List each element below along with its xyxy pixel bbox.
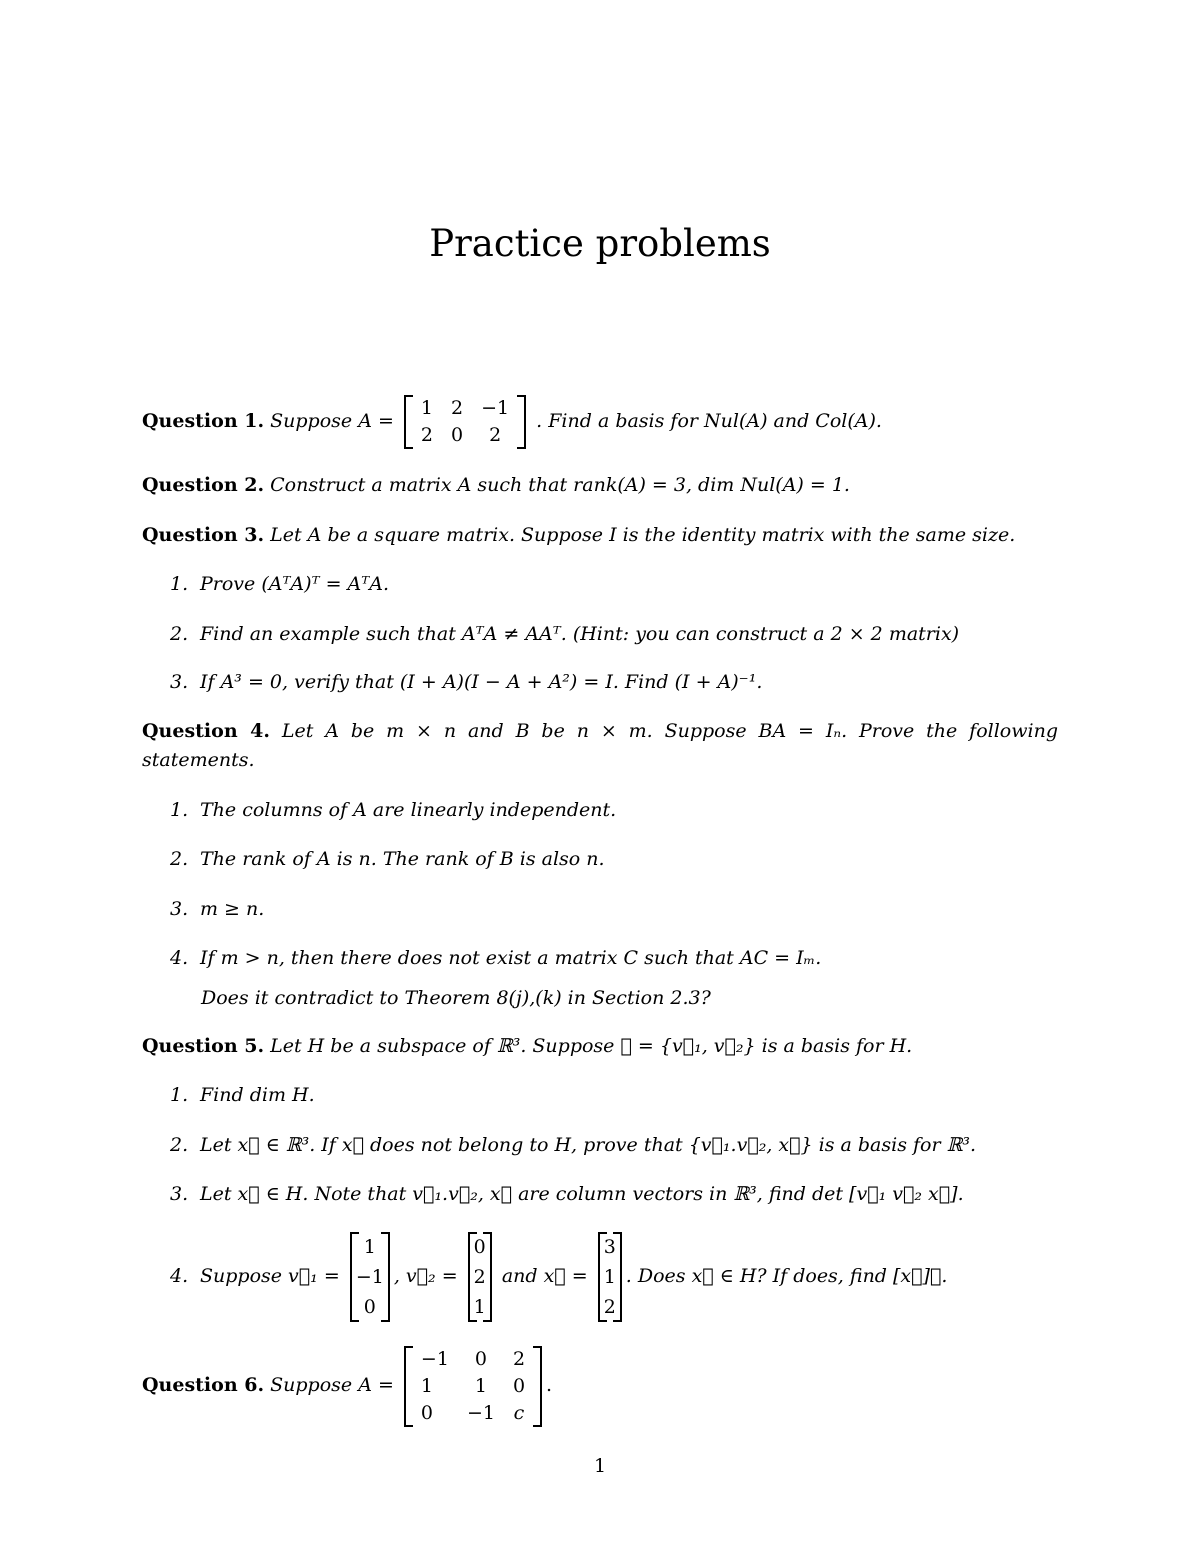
item-number: 1. [170, 799, 189, 821]
question-1-post: . Find a basis for Nul(A) and Col(A). [536, 410, 882, 432]
item-number: 2. [170, 623, 189, 645]
page-title: Practice problems [429, 222, 771, 265]
matrix-cell: 0 [451, 424, 464, 446]
question-1 [142, 395, 1062, 449]
question-5-item-3 [170, 1180, 1050, 1209]
item-number: 1. [170, 1084, 189, 1106]
question-6-label: Question 6. [142, 1374, 265, 1396]
question-6-post: . [546, 1374, 553, 1396]
matrix-cell: 0 [512, 1374, 526, 1397]
vector-cell: 2 [473, 1266, 486, 1288]
item-number: 3. [170, 898, 189, 920]
vector-cell: 0 [363, 1296, 376, 1318]
question-2 [142, 471, 1062, 500]
item-number: 1. [170, 573, 189, 595]
item-text: , v⃗₂ = [393, 1265, 458, 1287]
question-3-item-1 [170, 570, 1050, 599]
question-5-label: Question 5. [142, 1035, 265, 1057]
matrix-cell: 0 [420, 1401, 434, 1424]
question-5 [142, 1032, 1062, 1061]
question-4-label: Question 4. [142, 720, 270, 742]
item-number: 2. [170, 1134, 189, 1156]
vector-cell: 1 [363, 1236, 376, 1258]
vector-cell: 1 [603, 1266, 616, 1288]
item-text: The columns of A are linearly independent. [200, 799, 617, 821]
vector-v1 [350, 1232, 390, 1322]
question-4-item-4 [170, 944, 1050, 973]
vector-v2 [468, 1232, 492, 1322]
question-4-item-4-continuation [201, 984, 711, 1013]
question-3-label: Question 3. [142, 524, 265, 546]
item-number: 2. [170, 848, 189, 870]
item-text: The rank of A is n. The rank of B is also n. [200, 848, 605, 870]
matrix-cell: 2 [512, 1347, 526, 1370]
question-4-item-2 [170, 845, 1050, 874]
question-1-matrix [404, 395, 526, 449]
item-number: 3. [170, 1183, 189, 1205]
question-3-item-2 [170, 620, 1050, 649]
question-2-label: Question 2. [142, 474, 265, 496]
matrix-cell: −1 [466, 1401, 495, 1424]
question-1-pre: Suppose A = [270, 410, 394, 432]
question-6 [142, 1340, 1062, 1430]
vector-cell: 3 [603, 1236, 616, 1258]
page-number: 1 [593, 1455, 607, 1477]
vector-cell: 1 [473, 1296, 486, 1318]
matrix-cell: 2 [420, 424, 434, 446]
question-5-item-4 [170, 1231, 1050, 1322]
question-5-text: Let H be a subspace of ℝ³. Suppose 𝓑 = {v⃗₁, v⃗₂} is a basis for H. [270, 1035, 913, 1057]
item-text: m ≥ n. [200, 898, 265, 920]
question-3-item-3 [170, 668, 1050, 697]
matrix-cell: −1 [481, 397, 510, 419]
matrix-cell: 1 [420, 1374, 434, 1397]
item-text: Find an example such that AᵀA ≠ AAᵀ. (Hint: you can construct a 2 × 2 matrix) [200, 623, 960, 645]
vector-cell: 0 [473, 1236, 486, 1258]
vector-cell: 2 [603, 1296, 616, 1318]
item-text: Does it contradict to Theorem 8(j),(k) in Section 2.3? [201, 987, 711, 1009]
vector-x [598, 1232, 622, 1322]
item-text: Find dim H. [200, 1084, 315, 1106]
question-3 [142, 521, 1062, 550]
item-text: If m > n, then there does not exist a matrix C such that AC = Iₘ. [200, 947, 822, 969]
matrix-cell: 1 [420, 397, 434, 419]
vector-cell: −1 [355, 1266, 384, 1288]
matrix-cell: −1 [420, 1347, 449, 1370]
matrix-cell: 2 [451, 397, 464, 419]
question-5-item-1 [170, 1081, 1050, 1110]
question-1-label: Question 1. [142, 410, 265, 432]
item-text: Prove (AᵀA)ᵀ = AᵀA. [200, 573, 390, 595]
item-text: Let x⃗ ∈ ℝ³. If x⃗ does not belong to H, prove that {v⃗₁.v⃗₂, x⃗} is a basis for ℝ³. [200, 1134, 977, 1156]
question-4-text: Let A be m × n and B be n × m. Suppose BA = Iₙ. Prove the following statements. [142, 720, 1058, 771]
item-text: . Does x⃗ ∈ H? If does, find [x⃗]𝓑. [625, 1265, 948, 1287]
item-number: 4. [170, 1265, 189, 1287]
item-number: 4. [170, 947, 189, 969]
item-text: Suppose v⃗₁ = [200, 1265, 340, 1287]
item-number: 3. [170, 671, 189, 693]
question-5-item-2 [170, 1131, 1050, 1160]
question-4-item-3 [170, 895, 1050, 924]
question-2-text: Construct a matrix A such that rank(A) = 3, dim Nul(A) = 1. [270, 474, 850, 496]
question-6-matrix [404, 1346, 542, 1427]
matrix-cell: c [513, 1401, 525, 1424]
matrix-cell: 0 [474, 1347, 487, 1370]
item-text: Let x⃗ ∈ H. Note that v⃗₁.v⃗₂, x⃗ are column vectors in ℝ³, find det [v⃗₁ v⃗₂ x⃗]. [200, 1183, 964, 1205]
question-3-text: Let A be a square matrix. Suppose I is the identity matrix with the same size. [270, 524, 1016, 546]
question-4 [142, 717, 1058, 775]
item-text: and x⃗ = [501, 1265, 588, 1287]
item-text: If A³ = 0, verify that (I + A)(I − A + A²) = I. Find (I + A)⁻¹. [200, 671, 763, 693]
question-4-item-1 [170, 796, 1050, 825]
question-6-pre: Suppose A = [270, 1374, 394, 1396]
matrix-cell: 1 [474, 1374, 487, 1397]
matrix-cell: 2 [489, 424, 502, 446]
